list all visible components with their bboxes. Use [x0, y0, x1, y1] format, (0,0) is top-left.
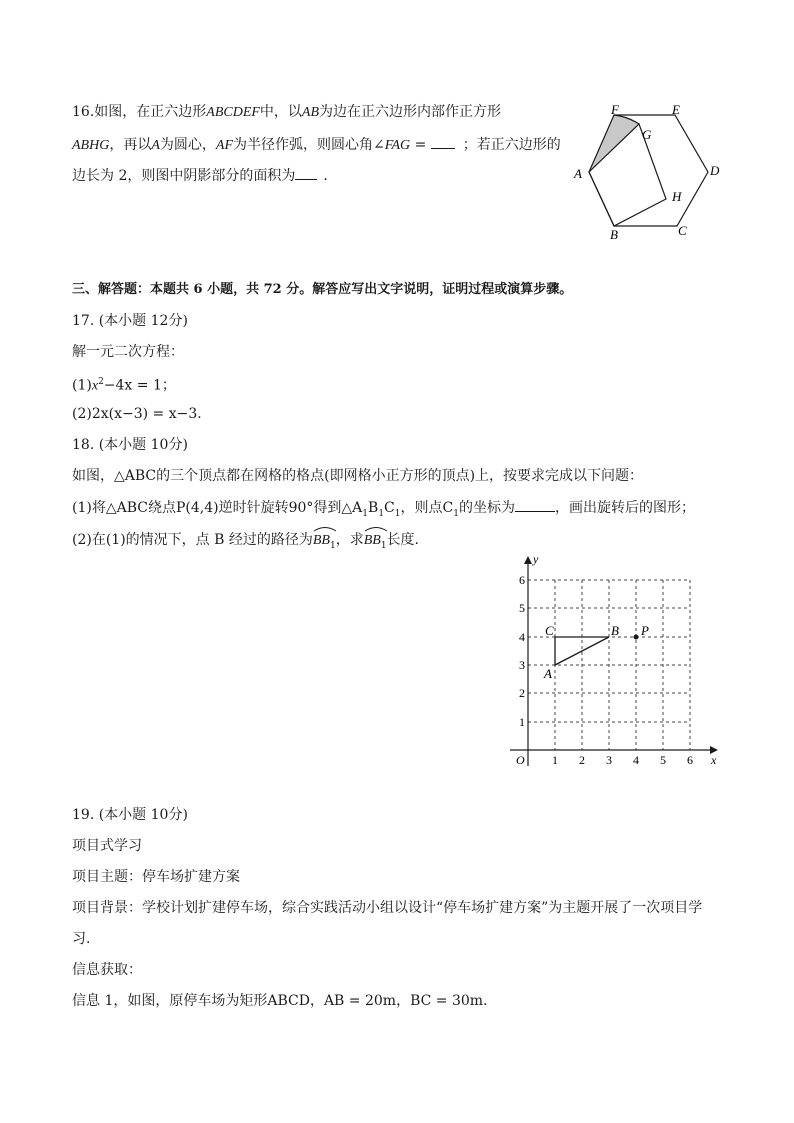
y-axis-label: y — [533, 552, 539, 566]
q19-line-3: 项目背景：学校计划扩建停车场，综合实践活动小组以设计“停车场扩建方案”为主题开展了一次项目学 — [72, 900, 703, 916]
q16-line-1 — [72, 102, 501, 123]
q16-segment-af: AF — [215, 138, 233, 153]
q18-intro: 如图，△ABC的三个顶点都在网格的格点(即网格小正方形的顶点)上，按要求完成以下问题： — [72, 468, 644, 484]
q19-line-1: 项目式学习 — [72, 838, 142, 854]
q16-square-name: ABHG — [72, 138, 110, 153]
q18-answer-blank[interactable] — [515, 497, 555, 512]
arc-mark-icon — [313, 526, 337, 532]
y-tick: 3 — [519, 658, 525, 672]
q19-line-4: 习. — [72, 931, 91, 947]
q16-text: 16.如图，在正六边形 — [72, 104, 207, 120]
hexagon-figure — [565, 98, 725, 248]
q16-text: 为圆心， — [159, 137, 216, 153]
origin-label: O — [516, 753, 525, 767]
q16-equals: = — [410, 137, 431, 153]
x-axis-label: x — [711, 753, 717, 767]
q18-part-1 — [72, 497, 695, 524]
x-tick-labels — [552, 753, 693, 767]
q16-hexagon-name: ABCDEF — [206, 105, 260, 120]
q16-text: 为半径作弧，则圆心角∠ — [233, 137, 385, 153]
q18-p1-text: ，画出旋转后的图形； — [554, 500, 695, 516]
q18-p1-text: 的坐标为 — [458, 500, 515, 516]
q18-p1-text: ，则点C — [400, 500, 454, 516]
label-g: G — [642, 127, 652, 142]
q18-p2-text: 长度. — [386, 532, 419, 548]
point-p — [634, 635, 639, 640]
label-f: F — [611, 102, 619, 117]
q18-p1-sub: 1 — [362, 508, 369, 519]
label-a: A — [544, 666, 552, 681]
q16-segment-ab: AB — [301, 105, 320, 120]
q18-header: 18. (本小题 10分) — [72, 437, 188, 453]
y-axis-arrow-icon — [524, 556, 532, 564]
q19-line-6: 信息 1，如图，原停车场为矩形ABCD，AB = 20m，BC = 30m. — [72, 993, 488, 1009]
coordinate-grid — [500, 548, 730, 773]
y-tick-labels — [519, 573, 525, 729]
q16-text: ，再以 — [109, 137, 152, 153]
q17-eq1-number: (1) — [72, 377, 92, 394]
q16-point-a: A — [151, 138, 160, 153]
q16-answer-blank-1[interactable] — [431, 134, 455, 149]
arc-bb1-notation — [313, 530, 336, 556]
q16-line-3 — [72, 165, 337, 186]
q18-p1-text: C — [384, 500, 395, 516]
shaded-region — [589, 115, 639, 172]
q17-equation-1 — [72, 372, 176, 397]
q16-angle-name: FAG — [384, 138, 411, 153]
q18-p2-sub: 1 — [329, 540, 336, 551]
label-b: B — [610, 227, 618, 242]
q17-eq1-var: x — [91, 378, 99, 394]
y-tick: 2 — [519, 686, 525, 700]
q18-part-2 — [72, 530, 419, 556]
q18-p1-text: (1)将△ABC绕点P(4,4)逆时针旋转90°得到△A — [72, 500, 363, 516]
q17-header: 17. (本小题 12分) — [72, 313, 188, 329]
section-3-title: 三、解答题：本题共 6 小题，共 72 分。解答应写出文字说明，证明过程或演算步骤。 — [72, 282, 573, 297]
q17-prompt: 解一元二次方程： — [72, 344, 184, 360]
arc-bb1-notation-2 — [364, 530, 387, 556]
q18-p2-text: ，求 — [335, 532, 364, 548]
q18-p2-arc-text: BB — [312, 533, 330, 548]
y-tick: 6 — [519, 573, 525, 587]
y-tick: 5 — [519, 601, 525, 615]
label-c: C — [678, 223, 687, 238]
x-tick: 2 — [579, 753, 585, 767]
q16-text: 边长为 2，则图中阴影部分的面积为 — [72, 168, 296, 184]
arc-mark-icon — [364, 526, 388, 532]
q16-text: ；若正六边形的 — [462, 137, 561, 153]
y-tick: 1 — [519, 715, 525, 729]
q18-p1-sub: 1 — [394, 508, 401, 519]
x-tick: 6 — [687, 753, 693, 767]
q19-line-2: 项目主题：停车场扩建方案 — [72, 869, 240, 885]
q16-answer-blank-2[interactable] — [295, 165, 317, 180]
label-c: C — [545, 623, 554, 638]
x-tick: 4 — [633, 753, 639, 767]
square-abhg — [589, 124, 666, 226]
q17-eq1-exponent: 2 — [98, 377, 104, 387]
x-tick: 5 — [660, 753, 666, 767]
q16-text: 为边在正六边形内部作正方形 — [319, 104, 502, 120]
q18-p2-arc-text: BB — [363, 533, 381, 548]
q18-p2-sub: 1 — [380, 540, 387, 551]
grid-lines — [528, 580, 690, 750]
label-p: P — [641, 623, 649, 638]
label-a: A — [574, 166, 582, 181]
q19-header: 19. (本小题 10分) — [72, 807, 188, 823]
x-tick: 1 — [552, 753, 558, 767]
y-tick: 4 — [519, 630, 525, 644]
q17-equation-2: (2)2x(x−3) = x−3. — [72, 406, 202, 422]
label-e: E — [672, 102, 680, 117]
q16-text: 中，以 — [259, 104, 302, 120]
q18-p1-sub: 1 — [453, 508, 459, 519]
q17-eq1-rest: −4x = 1； — [103, 377, 176, 394]
q16-line-2 — [72, 134, 561, 156]
label-d: D — [710, 163, 720, 178]
q18-p2-text: (2)在(1)的情况下，点 B 经过的路径为 — [72, 532, 313, 548]
q18-p1-sub: 1 — [378, 508, 385, 519]
x-tick: 3 — [606, 753, 612, 767]
q16-text: ． — [323, 168, 338, 184]
label-h: H — [672, 189, 682, 204]
q19-line-5: 信息获取： — [72, 962, 142, 978]
label-b: B — [611, 623, 619, 638]
q18-p1-text: B — [368, 500, 379, 516]
